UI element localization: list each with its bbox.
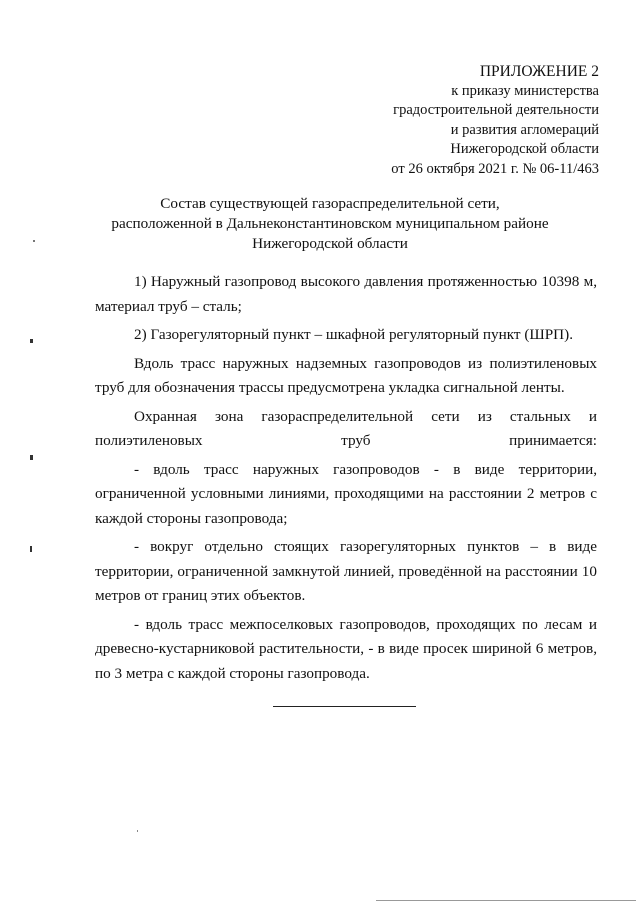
document-title — [80, 194, 580, 254]
scan-speck — [30, 339, 33, 343]
paragraph-protection-zone: Охранная зона газораспределительной сети из стальных и полиэтиленовых труб принимается: — [95, 407, 597, 449]
title-line-3: Нижегородской области — [252, 235, 408, 252]
paragraph-zone-regulators: - вокруг отдельно стоящих газорегуляторных пунктов – в виде территории, ограниченной замкнутой линией, проведённой на расстоянии 10 метров от границ этих объектов. — [95, 538, 597, 604]
document-body — [95, 270, 597, 690]
paragraph-zone-intersettlement: - вдоль трасс межпоселковых газопроводов, проходящих по лесам и древесно-кустарниковой растительности, - в виде просек шириной 6 метров, по 3 метра с каждой стороны газопровода. — [95, 615, 597, 682]
appendix-line-ministry: градостроительной деятельности — [393, 102, 599, 118]
appendix-heading: ПРИЛОЖЕНИЕ 2 — [479, 63, 599, 80]
paragraph-signal-tape: Вдоль трасс наружных надземных газопроводов из полиэтиленовых труб для обозначения трассы предусмотрена укладка сигнальной ленты. — [95, 354, 597, 396]
appendix-line-agglomeration: и развития агломераций — [450, 121, 599, 138]
paragraph-gas-regulator: 2) Газорегуляторный пункт – шкафной регуляторный пункт (ШРП). — [134, 326, 573, 343]
scan-edge-line — [376, 900, 636, 901]
paragraph-zone-pipelines: - вдоль трасс наружных газопроводов - в виде территории, ограниченной условными линиями, проходящими на расстоянии 2 метров с каждой стороны газопровода; — [95, 460, 597, 527]
paragraph-pipeline: 1) Наружный газопровод высокого давления протяженностью 10398 м, материал труб – сталь; — [95, 273, 597, 315]
title-line-1: Состав существующей газораспределительной сети, — [160, 195, 500, 212]
separator-line — [273, 706, 416, 707]
appendix-line-date: от 26 октября 2021 г. № 06-11/463 — [391, 160, 599, 177]
appendix-line-order: к приказу министерства — [451, 82, 599, 99]
scan-speck — [33, 240, 35, 242]
appendix-header — [299, 62, 599, 179]
scan-speck — [137, 830, 138, 832]
title-line-2: расположенной в Дальнеконстантиновском муниципальном районе — [111, 215, 549, 232]
scan-speck — [30, 455, 33, 460]
scan-speck — [30, 546, 32, 552]
appendix-line-region: Нижегородской области — [450, 141, 599, 157]
